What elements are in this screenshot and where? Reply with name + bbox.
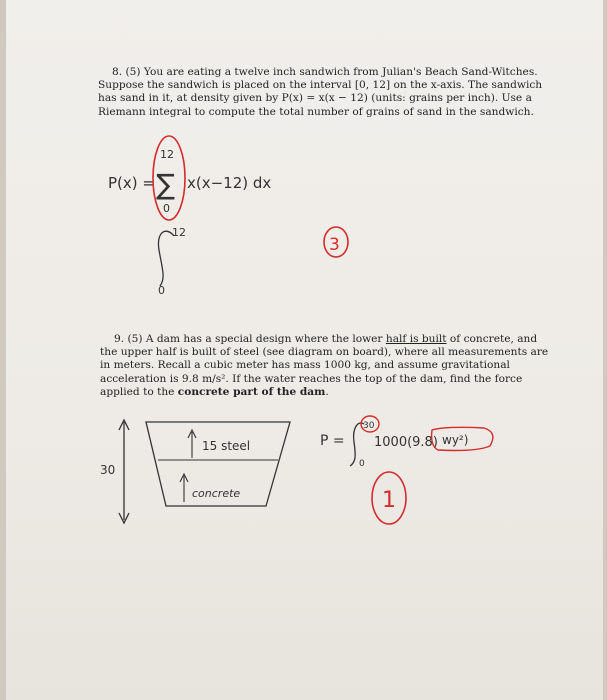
p8-integral-bottom: 0: [158, 284, 165, 297]
problem-9-underlined: half is built: [385, 333, 447, 345]
problem-9-grade: 1: [382, 488, 396, 513]
concrete-label: concrete: [192, 487, 241, 500]
p8-lhs: P(x) =: [108, 174, 155, 192]
integral-sign-icon: [158, 231, 174, 286]
p8-sigma-bottom: 0: [163, 202, 170, 215]
problem-9-body-b: of concrete, and the upper half is built of steel (see diagram on board), where all measurements are in meters. Recall a cubic meter has mass 1000 kg, and assume gravitational acceleration is 9.8 m/s². If the water reaches the top of the dam, find the force applied to the: [100, 333, 549, 398]
problem-8-number: 8.: [112, 66, 123, 78]
problem-9-body-a: A dam has a special design where the lower: [145, 333, 386, 345]
p8-sigma-top: 12: [160, 148, 174, 161]
steel-label: 15 steel: [202, 439, 251, 453]
handwriting-layer: [6, 0, 603, 700]
problem-8-body: You are eating a twelve inch sandwich from Julian's Beach Sand-Witches. Suppose the sandwich is placed on the interval [0, 12] on the x-axis. The sandwich has sand in it, at density given by P(x) = x(x − 12) (units: grains per inch). Use a Riemann integral to compute the total number of grains of sand in the sandwich.: [98, 66, 543, 118]
problem-9-number: 9.: [114, 333, 125, 345]
p8-integrand: x(x−12) dx: [187, 174, 272, 192]
problem-8-points: (5): [125, 66, 141, 78]
p9-lower-limit: 0: [359, 459, 365, 469]
problem-9-bold: concrete part of the dam: [177, 385, 326, 398]
p9-upper-limit: 30: [363, 421, 375, 431]
p9-lhs: P =: [320, 433, 345, 449]
p9-integrand: 1000(9.8): [374, 435, 438, 450]
p9-integrand-tail: wy²): [442, 433, 469, 447]
exam-page: [6, 0, 603, 700]
problem-9-points: (5): [127, 333, 143, 345]
problem-9-text: 9. (5) A dam has a special design where the lower half is built of concrete, and the upper half is built of steel (see diagram on board), where all measurements are in meters. Recall a cubic meter has mass 1000 kg, and assume gravitational acceleration is 9.8 m/s². If the water reaches the top of the dam, find the force applied to the concrete part of the dam.: [100, 333, 549, 398]
sigma-symbol-icon: ∑: [156, 168, 175, 201]
problem-8-grade: 3: [329, 235, 340, 255]
dam-height-label: 30: [100, 463, 116, 477]
p8-integral-top: 12: [172, 226, 186, 239]
